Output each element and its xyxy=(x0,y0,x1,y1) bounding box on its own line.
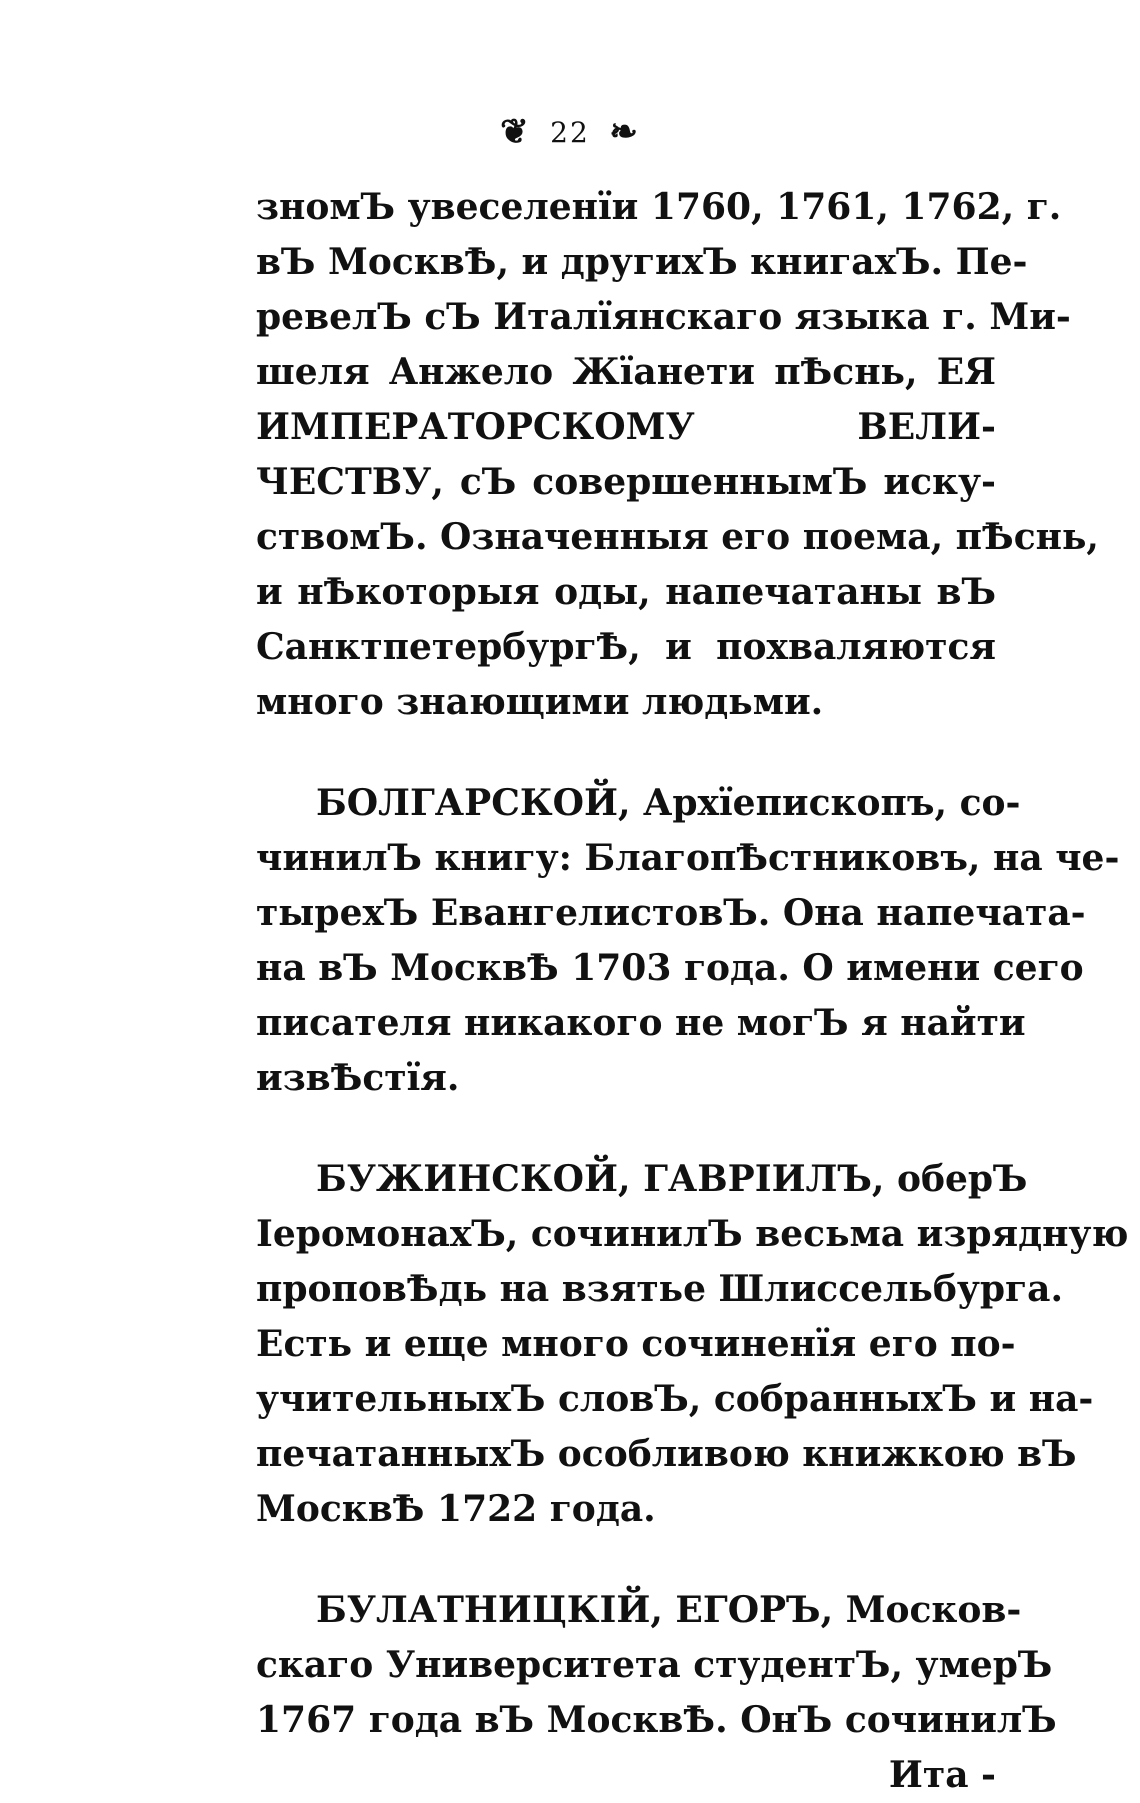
catchword: Ита - xyxy=(888,1754,996,1796)
paragraph-continuation xyxy=(256,180,1099,730)
body-text xyxy=(256,180,1129,1803)
text-line: на вЪ МосквѢ 1703 года. О имени сего xyxy=(256,947,1084,989)
page-header xyxy=(0,112,1140,152)
entry-bolgarskoy xyxy=(256,776,1120,1106)
text-line: МосквѢ 1722 года. xyxy=(256,1488,656,1530)
text-line: БОЛГАРСКОЙ, Архїепископъ, со- xyxy=(316,782,1021,824)
text-line: проповѢдь на взятье Шлиссельбурга. xyxy=(256,1268,1063,1310)
text-line: и нѢкоторыя оды, напечатаны вЪ xyxy=(256,571,996,613)
text-line: 1767 года вЪ МосквѢ. ОнЪ сочинилЪ xyxy=(256,1699,1057,1741)
text-line: скаго Университета студентЪ, умерЪ xyxy=(256,1644,1053,1686)
text-line: IеромонахЪ, сочинилЪ весьма изрядную xyxy=(256,1213,1129,1255)
text-line: БУЛАТНИЦКIЙ, ЕГОРЪ, Москов- xyxy=(316,1589,1022,1631)
text-line: вЪ МосквѢ, и другихЪ книгахЪ. Пе- xyxy=(256,241,1028,283)
text-line: печатанныхЪ особливою книжкою вЪ xyxy=(256,1433,1077,1475)
text-line: извѢстїя. xyxy=(256,1057,460,1099)
text-line: шеля Анжело Жїанети пѢснь, ЕЯ xyxy=(256,351,996,393)
text-line: СанктпетербургѢ, и похваляются xyxy=(256,626,996,668)
text-line: много знающими людьми. xyxy=(256,681,824,723)
text-line: Есть и еще много сочиненїя его по- xyxy=(256,1323,1016,1365)
entry-buzhinskoy xyxy=(256,1152,1129,1537)
text-line: тырехЪ ЕвангелистовЪ. Она напечата- xyxy=(256,892,1086,934)
text-line: ствомЪ. Означенныя его поема, пѢснь, xyxy=(256,516,1099,558)
text-line: БУЖИНСКОЙ, ГАВРIИЛЪ, оберЪ xyxy=(316,1158,1028,1200)
text-line: учительныхЪ словЪ, собранныхЪ и на- xyxy=(256,1378,1094,1420)
entry-bulatnitskiy xyxy=(256,1583,1057,1803)
text-line: ИМПЕРАТОРСКОМУ ВЕЛИ- xyxy=(256,406,996,448)
text-line: чинилЪ книгу: БлагопѢстниковъ, на че- xyxy=(256,837,1120,879)
ornament-left-icon: ❦ xyxy=(500,112,531,152)
text-line: ревелЪ сЪ Италїянскаго языка г. Ми- xyxy=(256,296,1071,338)
text-line: писателя никакого не могЪ я найти xyxy=(256,1002,1026,1044)
page-number: 22 xyxy=(550,115,590,149)
text-line: ЧЕСТВУ, сЪ совершеннымЪ иску- xyxy=(256,461,996,503)
ornament-right-icon: ❧ xyxy=(609,112,640,152)
text-line: зномЪ увеселенїи 1760, 1761, 1762, г. xyxy=(256,186,1062,228)
